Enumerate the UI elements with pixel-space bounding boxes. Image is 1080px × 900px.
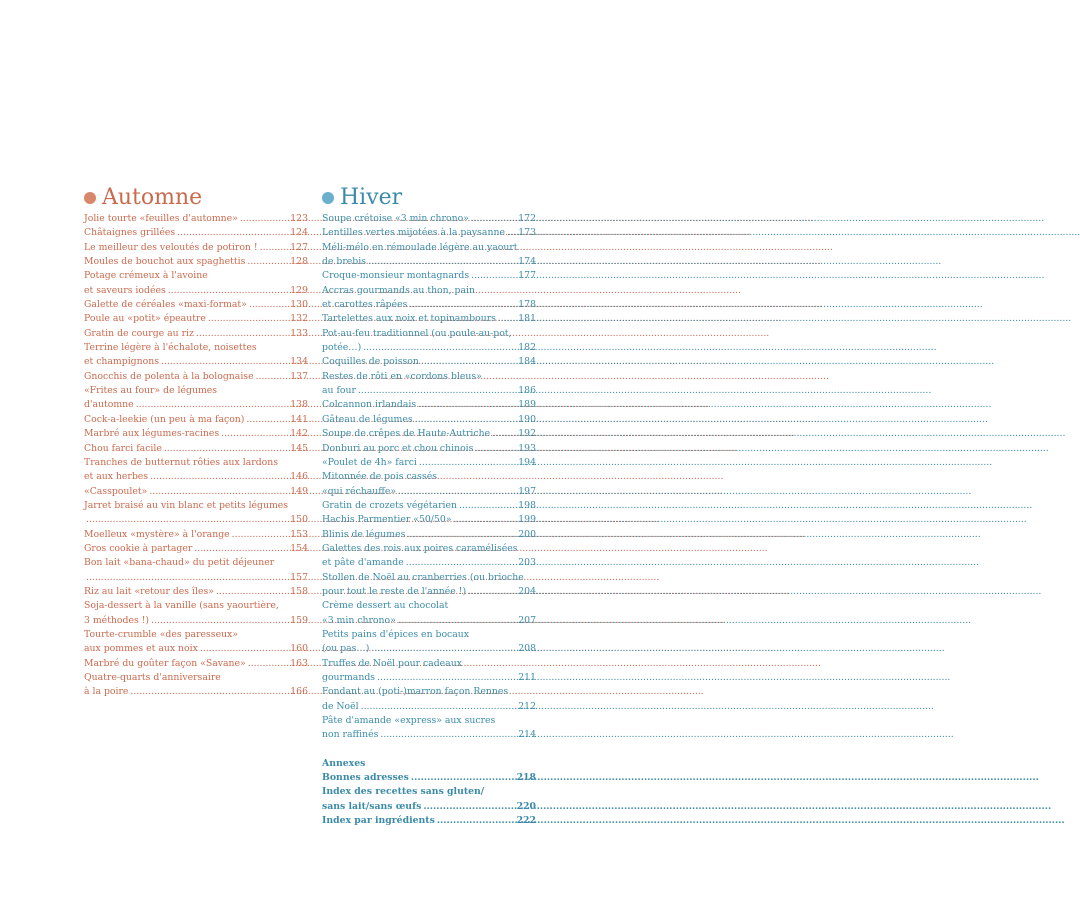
- page-number: 130: [290, 299, 308, 311]
- toc-entry-text: Jarret braisé au vin blanc et petits légumes: [84, 499, 289, 511]
- toc-entry[interactable]: [322, 513, 536, 527]
- toc-entry[interactable]: [322, 542, 536, 571]
- toc-entry-text: Index des recettes sans gluten/: [322, 786, 485, 798]
- toc-entry-text: de Noël: [322, 700, 359, 712]
- toc-entry[interactable]: [322, 355, 536, 369]
- leader-dots: [423, 800, 514, 814]
- toc-entry-text: Galettes des rois aux poires caramélisées: [322, 542, 518, 554]
- annexes-title: Annexes: [322, 757, 366, 769]
- toc-entry-text: Gratin de crozets végétarien: [322, 499, 457, 511]
- leader-dots: [86, 571, 288, 585]
- toc-entry[interactable]: [322, 685, 536, 714]
- leader-dots: [398, 485, 516, 499]
- toc-entry[interactable]: [84, 384, 308, 413]
- toc-entry-text: au four: [322, 385, 356, 397]
- page-number: 132: [290, 313, 308, 325]
- page-number: 137: [290, 370, 308, 382]
- automne-title: Automne: [102, 185, 203, 210]
- page-number: 128: [290, 256, 308, 268]
- leader-dots: [371, 642, 516, 656]
- leader-dots: [507, 226, 516, 240]
- page-number: 124: [290, 227, 308, 239]
- toc-entry[interactable]: [322, 528, 536, 542]
- toc-entry[interactable]: [322, 657, 536, 686]
- toc-entry-text: Colcannon irlandais: [322, 399, 417, 411]
- leader-dots: [130, 685, 288, 699]
- leader-dots: [168, 284, 289, 298]
- toc-entry[interactable]: [84, 599, 308, 628]
- toc-entry[interactable]: [84, 528, 308, 542]
- automne-toc-list: [84, 212, 308, 700]
- hiver-title: Hiver: [340, 185, 403, 210]
- page-number: 149: [290, 485, 308, 497]
- leader-dots: [421, 355, 516, 369]
- toc-entry-text: gourmands: [322, 672, 376, 683]
- page-number: 166: [290, 686, 308, 698]
- page-number: 134: [290, 356, 308, 368]
- toc-entry-text: Châtaignes grillées: [84, 227, 176, 239]
- toc-entry[interactable]: [322, 413, 536, 427]
- toc-entry-text: non raffinés: [322, 729, 379, 741]
- leader-dots: [208, 312, 288, 326]
- leader-dots: [164, 442, 288, 456]
- toc-entry-text: aux pommes et aux noix: [84, 643, 198, 655]
- toc-entry-text: Potage crémeux à l'avoine: [84, 270, 208, 282]
- automne-column: [84, 185, 308, 700]
- page-number: 146: [290, 471, 308, 483]
- toc-entry-text: Chou farci facile: [84, 442, 162, 454]
- toc-entry-text: «Poulet de 4h» farci: [322, 456, 417, 468]
- leader-dots: [411, 771, 515, 785]
- toc-entry-text: Blinis de légumes: [322, 528, 406, 540]
- toc-entry-text: Soupe de crêpes de Haute-Autriche: [322, 428, 491, 440]
- page-number: 220: [516, 800, 536, 812]
- toc-entry[interactable]: [84, 312, 308, 326]
- annexes-toc-list: [322, 771, 536, 828]
- toc-entry[interactable]: [84, 499, 308, 528]
- page-number: 160: [290, 643, 308, 655]
- page-number: 192: [518, 428, 536, 440]
- page-number: 197: [518, 485, 536, 497]
- toc-entry[interactable]: [84, 442, 308, 456]
- leader-dots: [468, 585, 516, 599]
- hiver-dot-icon: [322, 192, 334, 204]
- toc-entry-text: et champignons: [84, 356, 159, 368]
- page-number: 153: [290, 528, 308, 540]
- leader-dots: [86, 513, 288, 527]
- toc-entry[interactable]: [84, 241, 308, 255]
- toc-entry-text: à la poire: [84, 686, 129, 698]
- leader-dots: [161, 355, 288, 369]
- toc-entry-text: Gnocchis de polenta à la bolognaise: [84, 370, 254, 382]
- toc-entry[interactable]: [322, 814, 536, 828]
- toc-entry-text: Pot-au-feu traditionnel (ou poule-au-pot,: [322, 327, 512, 339]
- page-number: 159: [290, 614, 308, 626]
- toc-entry[interactable]: [322, 398, 536, 412]
- toc-entry[interactable]: [322, 714, 536, 743]
- toc-entry[interactable]: [322, 571, 536, 600]
- toc-entry-text: de brebis: [322, 256, 367, 268]
- toc-entry[interactable]: [322, 442, 536, 456]
- toc-entry-text: Coquilles de poisson: [322, 356, 419, 368]
- leader-dots: [406, 556, 517, 570]
- leader-dots: [240, 212, 288, 226]
- leader-dots: [471, 212, 516, 226]
- leader-dots: [150, 470, 288, 484]
- leader-dots: [221, 427, 288, 441]
- page-number: 178: [518, 299, 536, 311]
- toc-entry[interactable]: [84, 298, 308, 312]
- toc-entry[interactable]: [84, 671, 308, 700]
- toc-entry-text: Crème dessert au chocolat: [322, 600, 449, 612]
- page-number: 218: [516, 772, 536, 784]
- toc-entry-text: Gros cookie à partager: [84, 542, 193, 554]
- leader-dots: [136, 398, 289, 412]
- toc-entry[interactable]: [84, 427, 308, 441]
- toc-entry[interactable]: [84, 628, 308, 657]
- page-number: 193: [518, 442, 536, 454]
- toc-entry-text: Fondant au (poti-)marron façon Rennes: [322, 686, 509, 698]
- toc-entry-text: Méli-mélo en rémoulade légère au yaourt: [322, 241, 518, 253]
- toc-entry-text: «Casspoulet»: [84, 485, 148, 497]
- hiver-header: [322, 185, 536, 211]
- leader-dots: [232, 528, 289, 542]
- toc-entry-text: Mitonnée de pois cassés: [322, 471, 437, 483]
- toc-entry-text: Cock-a-leekie (un peu à ma façon): [84, 413, 245, 425]
- toc-entry[interactable]: [84, 413, 308, 427]
- leader-dots: [177, 226, 288, 240]
- leader-dots: [361, 700, 517, 714]
- page-number: 158: [290, 585, 308, 597]
- toc-entry-text: Marbré aux légumes-racines: [84, 428, 220, 440]
- toc-entry-text: Marbré du goûter façon «Savane»: [84, 657, 246, 669]
- toc-entry-text: Tranches de butternut rôties aux lardons: [84, 456, 279, 468]
- leader-dots: [418, 398, 516, 412]
- page-number: 198: [518, 499, 536, 511]
- toc-entry-text: Moules de bouchot aux spaghettis: [84, 256, 246, 268]
- toc-entry-text: sans lait/sans œufs: [322, 800, 422, 812]
- page-number: 211: [518, 672, 536, 683]
- toc-entry[interactable]: [322, 312, 536, 326]
- page-number: 200: [518, 528, 536, 540]
- toc-entry-text: Stollen de Noël au cranberries (ou brioche: [322, 571, 524, 583]
- leader-dots: [398, 614, 516, 628]
- toc-entry-text: Accras gourmands au thon, pain: [322, 284, 476, 296]
- toc-entry-text: 3 méthodes !): [84, 614, 150, 626]
- page-number: 138: [290, 399, 308, 411]
- toc-entry-text: Le meilleur des veloutés de potiron !: [84, 241, 258, 253]
- toc-entry[interactable]: [322, 427, 536, 441]
- leader-dots: [368, 255, 516, 269]
- page-number: 182: [518, 342, 536, 354]
- toc-entry[interactable]: [322, 470, 536, 499]
- toc-entry[interactable]: [322, 327, 536, 356]
- leader-dots: [149, 485, 288, 499]
- leader-dots: [407, 528, 516, 542]
- leader-dots: [437, 814, 515, 828]
- toc-entry-text: et carottes râpées: [322, 299, 408, 311]
- toc-entry[interactable]: [84, 585, 308, 599]
- page-number: 212: [518, 700, 536, 712]
- toc-entry-text: Poule au «potit» épeautre: [84, 313, 206, 325]
- leader-dots: [380, 728, 516, 742]
- toc-entry[interactable]: [84, 255, 308, 269]
- page-number: 172: [518, 213, 536, 224]
- leader-dots: [358, 384, 516, 398]
- page-number: 157: [290, 571, 308, 583]
- toc-entry-text: Bonnes adresses: [322, 772, 409, 784]
- toc-entry[interactable]: [84, 212, 308, 226]
- toc-entry[interactable]: [322, 284, 536, 313]
- toc-entry-text: (ou pas…): [322, 643, 370, 655]
- toc-entry-text: Lentilles vertes mijotées à la paysanne: [322, 227, 505, 239]
- leader-dots: [409, 298, 516, 312]
- page-number: 163: [290, 657, 308, 669]
- toc-entry-text: Tourte-crumble «des paresseux»: [84, 628, 238, 640]
- toc-entry-text: Riz au lait «retour des îles»: [84, 585, 214, 597]
- toc-entry[interactable]: [322, 771, 536, 785]
- page-number: 133: [290, 327, 308, 339]
- page-number: 194: [518, 456, 536, 468]
- toc-entry[interactable]: [84, 269, 308, 298]
- leader-dots: [471, 269, 516, 283]
- toc-entry[interactable]: [322, 226, 536, 240]
- toc-entry-text: Croque-monsieur montagnards: [322, 270, 470, 282]
- leader-dots: [194, 542, 288, 556]
- leader-dots: [216, 585, 288, 599]
- toc-entry[interactable]: [322, 785, 536, 814]
- toc-entry-text: potée…): [322, 342, 362, 354]
- leader-dots: [492, 427, 516, 441]
- toc-entry-text: Petits pains d'épices en bocaux: [322, 628, 470, 640]
- toc-entry[interactable]: [84, 657, 308, 671]
- page-number: 173: [518, 227, 536, 239]
- toc-entry[interactable]: [322, 499, 536, 513]
- toc-entry-text: «Frites au four» de légumes: [84, 385, 218, 397]
- toc-entry-text: Moelleux «mystère» à l'orange: [84, 528, 230, 540]
- leader-dots: [151, 614, 288, 628]
- toc-entry-text: Galette de céréales «maxi-format»: [84, 299, 247, 311]
- toc-entry-text: Restes de rôti en «cordons bleus»: [322, 370, 482, 382]
- page-number: 174: [518, 256, 536, 268]
- leader-dots: [415, 413, 517, 427]
- page-number: 208: [518, 643, 536, 655]
- page-number: 154: [290, 542, 308, 554]
- page-number: 207: [518, 614, 536, 626]
- toc-entry[interactable]: [84, 485, 308, 499]
- page-number: 145: [290, 442, 308, 454]
- toc-entry-text: et aux herbes: [84, 471, 149, 483]
- page-number: 186: [518, 385, 536, 397]
- toc-entry[interactable]: [84, 542, 308, 556]
- toc-entry[interactable]: [322, 456, 536, 470]
- page-number: 203: [518, 557, 536, 569]
- toc-entry-text: Soja-dessert à la vanille (sans yaourtière,: [84, 600, 279, 612]
- toc-entry-text: «qui réchauffe»: [322, 485, 397, 497]
- toc-entry-text: pour tout le reste de l'année !): [322, 585, 467, 597]
- toc-entry-text: Gâteau de légumes: [322, 413, 413, 425]
- page-number: 214: [518, 729, 536, 741]
- page-number: 142: [290, 428, 308, 440]
- toc-entry-text: et pâte d'amande: [322, 557, 404, 569]
- toc-entry[interactable]: [322, 628, 536, 657]
- toc-entry-text: Gratin de courge au riz: [84, 327, 194, 339]
- page-number: 222: [516, 815, 536, 827]
- leader-dots: [246, 413, 288, 427]
- page-number: 123: [290, 213, 308, 224]
- page-number: 141: [290, 413, 308, 425]
- page-number: 199: [518, 514, 536, 526]
- toc-entry-text: d'automne: [84, 399, 134, 411]
- page-number: 177: [518, 270, 536, 282]
- leader-dots: [247, 255, 288, 269]
- leader-dots: [363, 341, 516, 355]
- toc-entry[interactable]: [84, 341, 308, 370]
- toc-entry-text: Donburi au porc et chou chinois: [322, 442, 474, 454]
- leader-dots: [475, 442, 516, 456]
- toc-entry[interactable]: [84, 556, 308, 585]
- toc-entry-text: et saveurs iodées: [84, 284, 166, 296]
- page-number: 204: [518, 585, 536, 597]
- automne-dot-icon: [84, 192, 96, 204]
- toc-entry[interactable]: [322, 370, 536, 399]
- page-number: 127: [290, 241, 308, 253]
- leader-dots: [256, 370, 289, 384]
- toc-entry[interactable]: [84, 456, 308, 485]
- toc-entry[interactable]: [322, 269, 536, 283]
- toc-entry[interactable]: [322, 599, 536, 628]
- hiver-toc-list: [322, 212, 536, 743]
- leader-dots: [459, 499, 516, 513]
- hiver-column: [322, 185, 536, 828]
- toc-entry-text: Quatre-quarts d'anniversaire: [84, 672, 221, 683]
- toc-entry[interactable]: [84, 370, 308, 384]
- toc-entry-text: Jolie tourte «feuilles d'automne»: [84, 213, 238, 224]
- page-number: 184: [518, 356, 536, 368]
- leader-dots: [249, 298, 288, 312]
- leader-dots: [419, 456, 516, 470]
- automne-header: [84, 185, 308, 211]
- toc-entry-text: Truffes de Noël pour cadeaux: [322, 657, 462, 669]
- toc-entry-text: Tartelettes aux noix et topinambours: [322, 313, 496, 325]
- leader-dots: [453, 513, 516, 527]
- leader-dots: [200, 642, 288, 656]
- page-number: 189: [518, 399, 536, 411]
- toc-entry-text: Index par ingrédients: [322, 815, 435, 827]
- toc-entry-text: Hachis Parmentier «50/50»: [322, 514, 452, 526]
- toc-entry-text: Soupe crétoise «3 min chrono»: [322, 213, 469, 224]
- toc-entry[interactable]: [84, 226, 308, 240]
- toc-entry-text: «3 min chrono»: [322, 614, 396, 626]
- leader-dots: [498, 312, 516, 326]
- leader-dots: [248, 657, 289, 671]
- leader-dots: [260, 241, 289, 255]
- leader-dots: [196, 327, 288, 341]
- page-number: 150: [290, 514, 308, 526]
- page-number: 129: [290, 284, 308, 296]
- annexes-section: [322, 757, 536, 829]
- toc-entry-text: Pâte d'amande «express» aux sucres: [322, 715, 496, 727]
- toc-entry[interactable]: [322, 212, 536, 226]
- page-number: 181: [518, 313, 536, 325]
- page-number: 190: [518, 413, 536, 425]
- toc-entry[interactable]: [84, 327, 308, 341]
- toc-entry-text: Terrine légère à l'échalote, noisettes: [84, 342, 257, 354]
- leader-dots: [377, 671, 516, 685]
- toc-entry-text: Bon lait «bana-chaud» du petit déjeuner: [84, 557, 275, 569]
- toc-entry[interactable]: [322, 241, 536, 270]
